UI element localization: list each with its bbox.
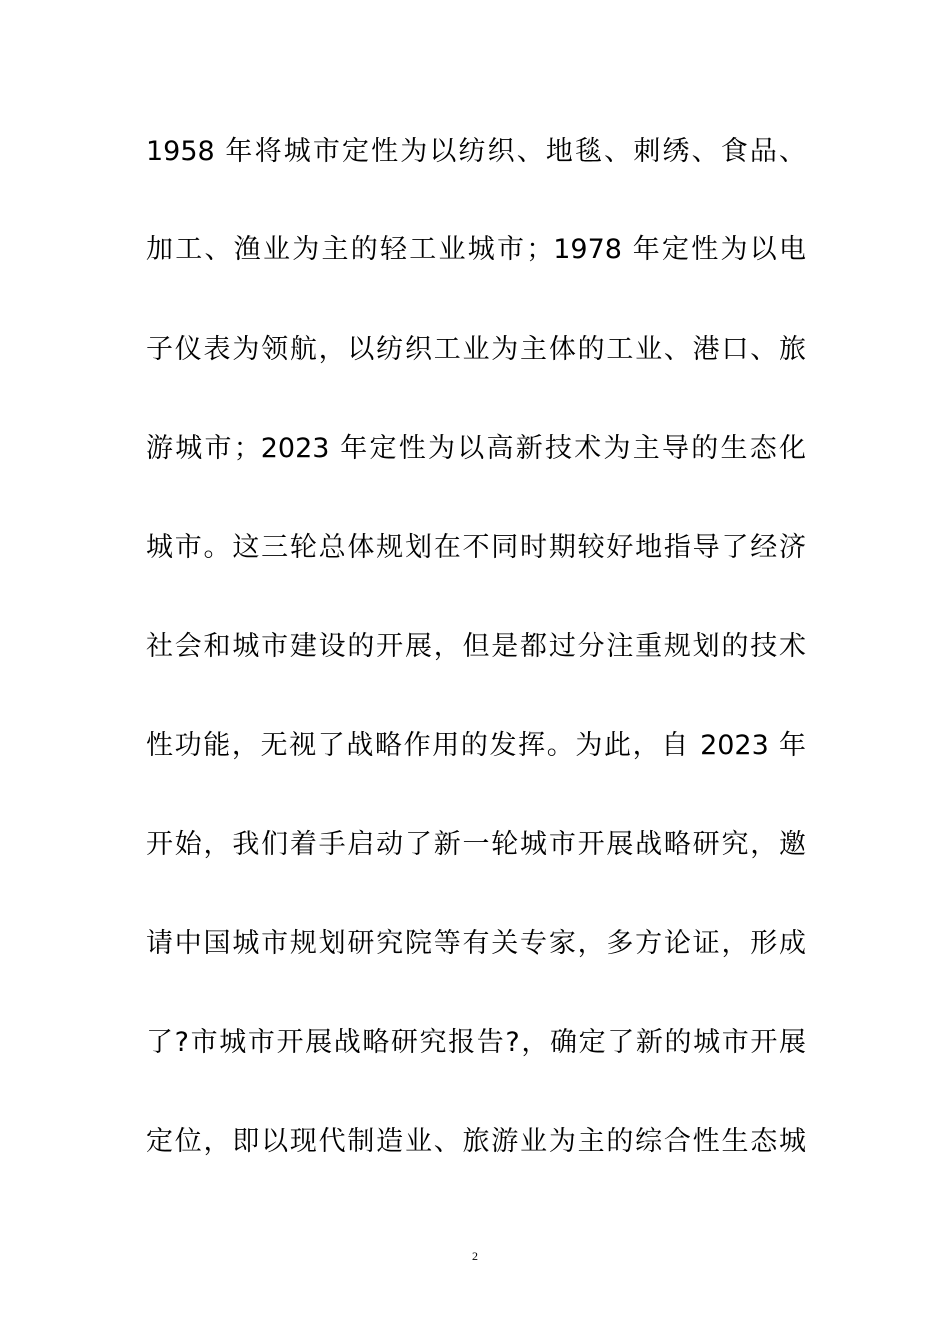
body-text-line: 加工、渔业为主的轻工业城市；1978 年定性为以电: [146, 234, 806, 265]
body-text-line: 开始，我们着手启动了新一轮城市开展战略研究，邀: [146, 829, 806, 860]
body-text-line: 请中国城市规划研究院等有关专家，多方论证，形成: [146, 928, 806, 959]
body-text-line: 1958 年将城市定性为以纺织、地毯、刺绣、食品、: [146, 136, 806, 167]
body-text-line: 定位，即以现代制造业、旅游业为主的综合性生态城: [146, 1126, 806, 1157]
body-text-line: 性功能，无视了战略作用的发挥。为此，自 2023 年: [146, 730, 806, 761]
page-number: 2: [472, 1249, 478, 1263]
body-text-line: 城市。这三轮总体规划在不同时期较好地指导了经济: [146, 532, 806, 563]
body-text-line: 游城市；2023 年定性为以高新技术为主导的生态化: [146, 433, 806, 464]
body-text-line: 了?市城市开展战略研究报告?，确定了新的城市开展: [146, 1027, 806, 1058]
body-text-line: 子仪表为领航，以纺织工业为主体的工业、港口、旅: [146, 334, 806, 365]
body-text-line: 社会和城市建设的开展，但是都过分注重规划的技术: [146, 631, 806, 662]
